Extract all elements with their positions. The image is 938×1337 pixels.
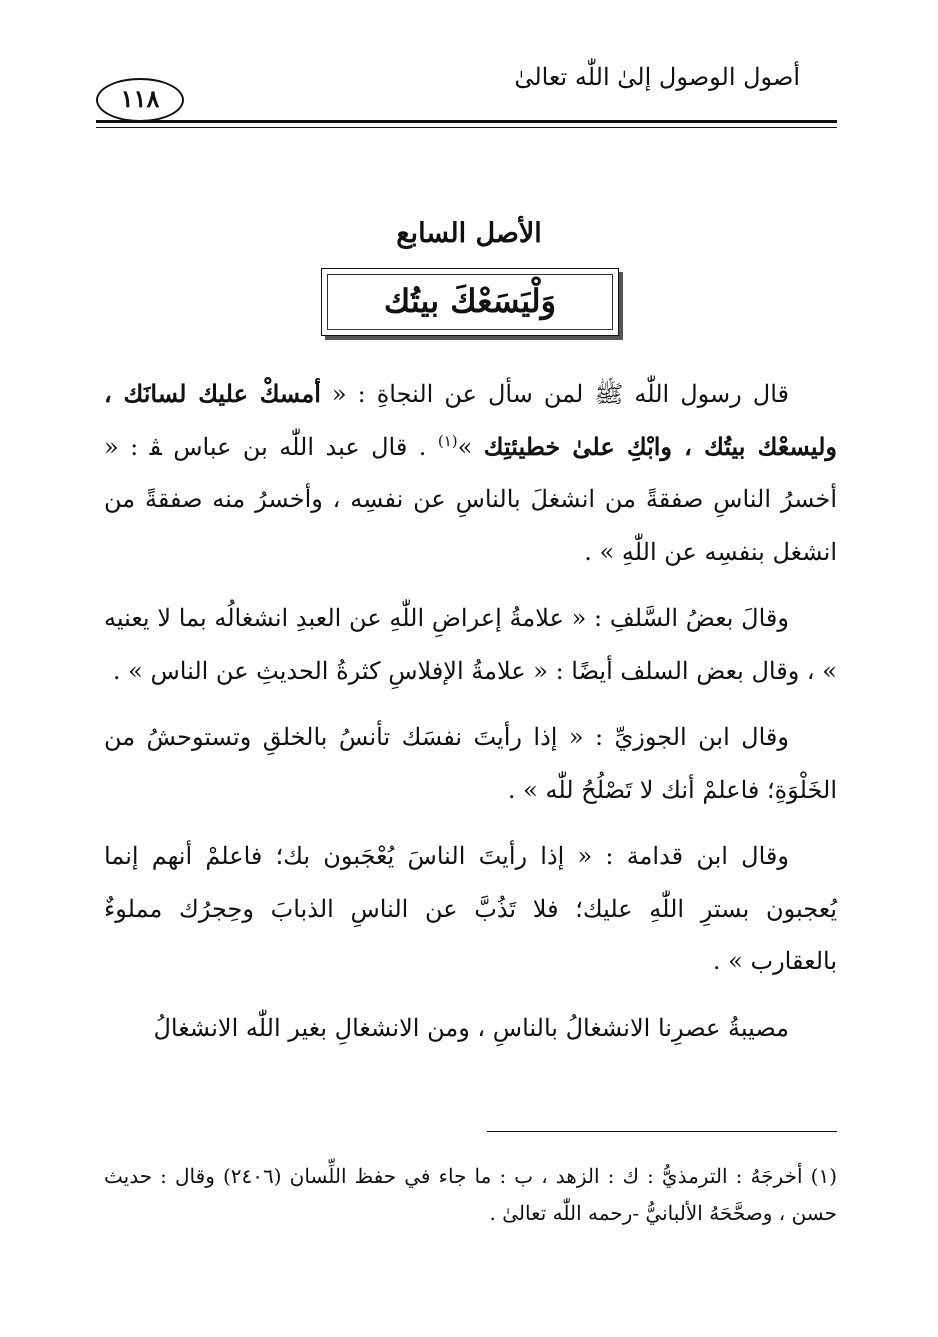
- paragraph-2: وقالَ بعضُ السَّلفِ : « علامةُ إعراضِ اللّٰهِ عن العبدِ انشغالُه بما لا يعنيه » ، وقال بعض السلف أيضًا : « علامةُ الإفلاسِ كثرةُ الحديثِ عن الناس » .: [104, 604, 837, 685]
- header-rule-thin: [96, 127, 837, 128]
- running-title: أصول الوصول إلىٰ اللّٰه تعالىٰ: [514, 63, 800, 91]
- body-text: [104, 368, 837, 1068]
- paragraph-3: وقال ابن الجوزيِّ : « إذا رأيتَ نفسَك تأنسُ بالخلقِ وتستوحشُ من الخَلْوَةِ؛ فاعلمْ أنك لا تَصْلُحُ للّٰه » .: [104, 723, 837, 804]
- chapter-title-frame: [321, 268, 619, 336]
- footnote-marker: (١): [437, 431, 458, 450]
- footnote-separator: [487, 1131, 837, 1132]
- page-number-badge: ١١٨: [96, 78, 184, 122]
- paragraph-1-rest: . قال عبد اللّٰه بن عباس ﭭ : « أخسرُ الناسِ صفقةً من انشغلَ بالناسِ عن نفسِه ، وأخسرُ منه صفقةً من انشغل بنفسِه عن اللّٰهِ » .: [104, 432, 837, 566]
- paragraph-1: [104, 368, 837, 578]
- header-rule-thick: [96, 120, 837, 123]
- quote-close: »: [457, 432, 484, 461]
- chapter-label: الأصل السابع: [396, 218, 542, 249]
- paragraph-4: وقال ابن قدامة : « إذا رأيتَ الناسَ يُعْجَبون بك؛ فاعلمْ أنهم إنما يُعجبون بسترِ اللّٰهِ عليك؛ فلا تَذُبَّ عن الناسِ الذبابَ وحِجرُك مملوءٌ بالعقارب » .: [104, 842, 837, 975]
- footnote-1: (١) أخرجَهُ : الترمذيُّ : ك : الزهد ، ب : ما جاء في حفظ اللِّسان (٢٤٠٦) وقال : حديث حسن ، وصحَّحَهُ الألبانيُّ -رحمه اللّٰه تعالىٰ .: [104, 1164, 837, 1225]
- paragraph-5: مصيبةُ عصرِنا الانشغالُ بالناسِ ، ومن الانشغالِ بغير اللّٰه الانشغالُ: [153, 1013, 789, 1042]
- hadith-quote: أمسكْ عليك لسانَك ، وليسعْك بيتُك ، وابْكِ علىٰ خطيئتِك: [104, 379, 838, 461]
- chapter-title: وَلْيَسَعْكَ بيتُك: [327, 274, 613, 330]
- paragraph-1-intro: قال رسول اللّٰه ﷺ لمن سأل عن النجاةِ : «: [320, 380, 789, 408]
